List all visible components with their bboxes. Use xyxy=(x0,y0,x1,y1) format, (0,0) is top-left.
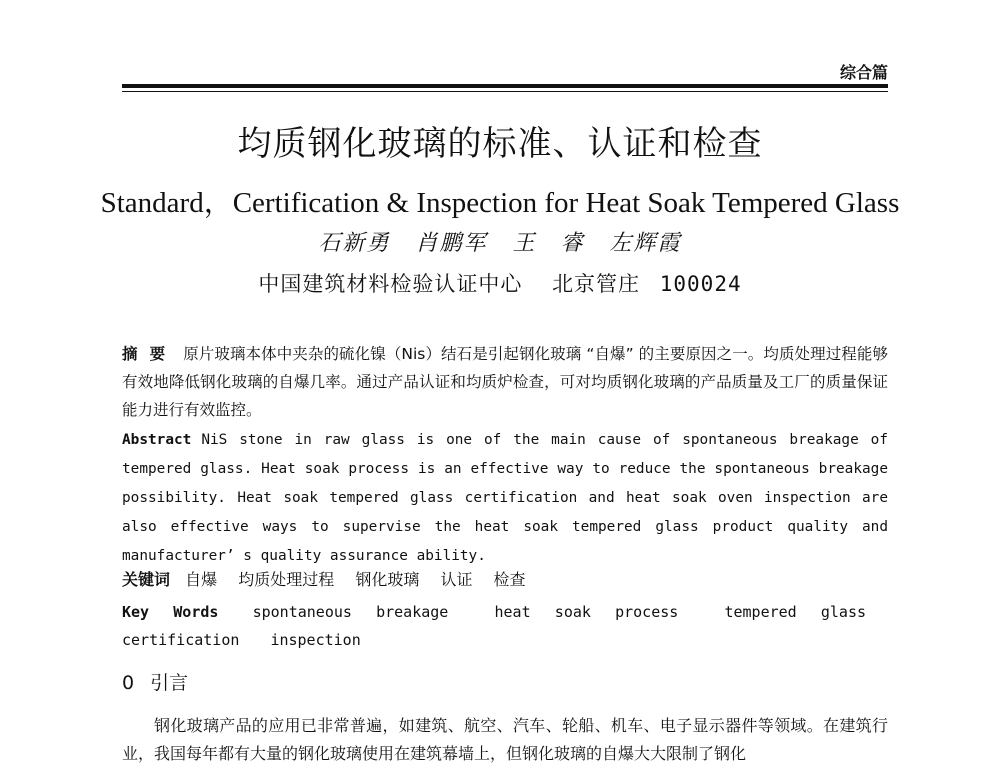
header-rule-thin xyxy=(122,91,888,92)
title-chinese: 均质钢化玻璃的标准、认证和检查 xyxy=(237,124,763,164)
section-number: 0 xyxy=(122,672,135,694)
section-title: 引言 xyxy=(150,672,189,694)
keyword: 自爆 xyxy=(185,570,218,589)
abstract-chinese xyxy=(122,340,888,424)
keyword: spontaneous breakage xyxy=(252,603,449,621)
keyword: tempered glass xyxy=(724,603,867,621)
abstract-chinese-label: 摘要 xyxy=(122,345,178,363)
abstract-chinese-text: 原片玻璃本体中夹杂的硫化镍（Nis）结石是引起钢化玻璃 “自爆” 的主要原因之一。均质处理过程能够有效地降低钢化玻璃的自爆几率。通过产品认证和均质炉检查，可对均质钢化玻璃的产品质量及工厂的质量保证能力进行有效监控。 xyxy=(122,345,888,419)
affiliation xyxy=(0,268,1000,298)
abstract-english xyxy=(122,426,888,571)
keyword: heat soak process xyxy=(494,603,679,621)
affiliation-city: 北京管庄 xyxy=(552,272,641,296)
header-rule-thick xyxy=(122,84,888,88)
keyword: certification xyxy=(122,631,240,649)
section-heading xyxy=(122,668,888,695)
keyword: 检查 xyxy=(493,570,526,589)
body-paragraph: 钢化玻璃产品的应用已非常普遍，如建筑、航空、汽车、轮船、机车、电子显示器件等领域。在建筑行业，我国每年都有大量的钢化玻璃使用在建筑幕墙上，但钢化玻璃的自爆大大限制了钢化 xyxy=(122,716,888,763)
author: 肖鹏军 xyxy=(415,231,488,256)
keyword: 均质处理过程 xyxy=(238,570,335,589)
author: 石新勇 xyxy=(318,231,391,256)
keyword: 认证 xyxy=(440,570,473,589)
title-english: Standard，Certification & Inspection for Heat Soak Tempered Glass xyxy=(100,187,900,219)
section-tag: 综合篇 xyxy=(839,63,888,82)
keywords-chinese-label: 关键词 xyxy=(122,570,171,589)
affiliation-zip: 100024 xyxy=(659,272,742,296)
abstract-english-label: Abstract xyxy=(122,432,192,448)
author: 王 睿 xyxy=(512,231,585,256)
keywords-english-label: Key Words xyxy=(122,603,219,621)
abstract-english-text: NiS stone in raw glass is one of the main cause of spontaneous breakage of tempered glass. Heat soak process is an effective way to reduce the spontaneous breakage possibility. Heat soak tempered glass certification and heat soak oven inspection are also effective ways to supervise the heat soak tempered glass product quality and manufacturer’ s quality assurance ability. xyxy=(122,432,888,564)
author: 左辉霞 xyxy=(609,231,682,256)
author-list xyxy=(0,226,1000,257)
keyword: inspection xyxy=(270,631,361,649)
keywords-chinese xyxy=(122,566,888,594)
keywords-english xyxy=(122,598,888,654)
keyword: 钢化玻璃 xyxy=(355,570,420,589)
affiliation-org: 中国建筑材料检验认证中心 xyxy=(258,272,523,296)
